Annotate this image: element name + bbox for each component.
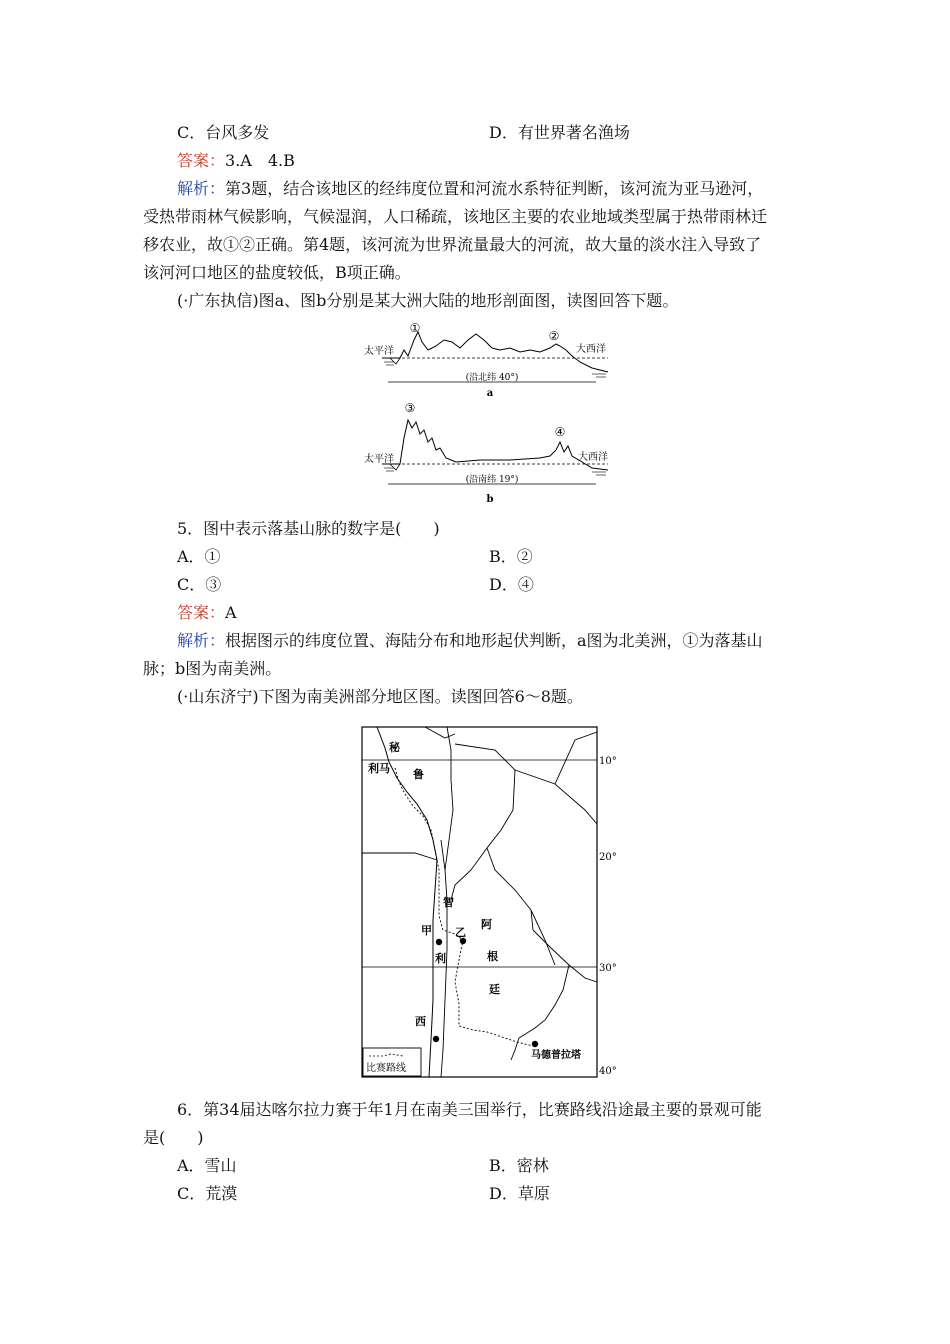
- question-6-stem: 6．第34届达喀尔拉力赛于年1月在南美三国举行，比赛路线沿途最主要的景观可能: [177, 1100, 762, 1119]
- explanation-line: 该河河口地区的盐度较低，B项正确。: [143, 263, 411, 282]
- label-a: 阿: [481, 918, 492, 931]
- atlantic-label: 大西洋: [576, 344, 606, 355]
- option-b: B．②: [489, 547, 533, 566]
- figure-label-a: a: [486, 388, 494, 399]
- profile-b: [364, 401, 608, 505]
- label-jia: 甲: [421, 924, 432, 937]
- label-mdp: 马德普拉塔: [531, 1050, 581, 1061]
- label-bi: 秘: [389, 741, 400, 754]
- option-b: B．密林: [489, 1156, 549, 1175]
- lat-10: 10°: [599, 756, 617, 767]
- label-yi: 乙: [455, 926, 466, 939]
- option-d: D．④: [489, 575, 534, 594]
- pacific-label: 太平洋: [364, 346, 394, 357]
- lat-30: 30°: [599, 963, 617, 974]
- label-zhi: 智: [443, 896, 454, 909]
- legend-label: 比赛路线: [366, 1063, 406, 1074]
- lat-20: 20°: [599, 852, 617, 863]
- label-xi: 西: [415, 1015, 426, 1028]
- terrain-profile-figure: [360, 318, 630, 516]
- option-d: D．有世界著名渔场: [489, 123, 630, 142]
- city-dot-xi: [433, 1036, 439, 1042]
- explanation-line: 脉；b图为南美洲。: [143, 659, 282, 678]
- latitude-label: (沿南纬 19°): [465, 475, 519, 485]
- option-c: C．荒漠: [177, 1184, 238, 1203]
- answer-label: 答案：: [177, 603, 226, 622]
- label-lu: 鲁: [413, 768, 424, 781]
- question-6-stem: 是( ): [143, 1128, 204, 1147]
- label-gen: 根: [487, 950, 498, 963]
- explanation-label: 解析：: [177, 179, 226, 198]
- option-d: D．草原: [489, 1184, 550, 1203]
- option-c: C．③: [177, 575, 222, 594]
- mark-3: ③: [404, 401, 416, 415]
- label-li: 利: [435, 952, 446, 965]
- city-dot-mdp: [532, 1041, 538, 1047]
- option-c: C．台风多发: [177, 123, 270, 142]
- option-a: A．雪山: [177, 1156, 237, 1175]
- explanation-line: 受热带雨林气候影响，气候湿润，人口稀疏，该地区主要的农业地域类型属于热带雨林迁: [143, 207, 768, 226]
- explanation-line: 移农业，故①②正确。第4题，该河流为世界流量最大的河流，故大量的淡水注入导致了: [143, 235, 762, 254]
- question-intro: (·山东济宁)下图为南美洲部分地区图。读图回答6～8题。: [177, 687, 583, 706]
- mark-4: ④: [554, 425, 566, 439]
- explanation-label: 解析：: [177, 631, 226, 650]
- explanation-line: [177, 631, 763, 651]
- profile-a: [364, 321, 608, 399]
- label-ting: 廷: [489, 983, 500, 996]
- figure-label-b: b: [486, 494, 494, 505]
- lat-40: 40°: [599, 1066, 617, 1077]
- explanation-text: 根据图示的纬度位置、海陆分布和地形起伏判断，a图为北美洲，①为落基山: [225, 631, 763, 650]
- answer-line: [177, 151, 295, 171]
- latitude-label: (沿北纬 40°): [465, 373, 519, 383]
- mark-1: ①: [409, 321, 421, 335]
- label-lima: 利马: [368, 762, 390, 775]
- pacific-label: 太平洋: [364, 454, 394, 465]
- answer-text: A: [225, 603, 237, 622]
- answer-label: 答案：: [177, 151, 226, 170]
- option-a: A．①: [177, 547, 221, 566]
- city-dot-jia: [436, 939, 442, 945]
- question-intro: (·广东执信)图a、图b分别是某大洲大陆的地形剖面图，读图回答下题。: [177, 291, 679, 310]
- answer-text: 3.A 4.B: [225, 151, 295, 170]
- explanation-line: [177, 179, 763, 199]
- south-america-map: [355, 720, 625, 1082]
- atlantic-label: 大西洋: [578, 452, 608, 463]
- answer-line: [177, 603, 237, 623]
- question-5-stem: 5．图中表示落基山脉的数字是( ): [177, 519, 440, 538]
- mark-2: ②: [548, 329, 560, 343]
- explanation-text: 第3题，结合该地区的经纬度位置和河流水系特征判断，该河流为亚马逊河，: [225, 179, 764, 198]
